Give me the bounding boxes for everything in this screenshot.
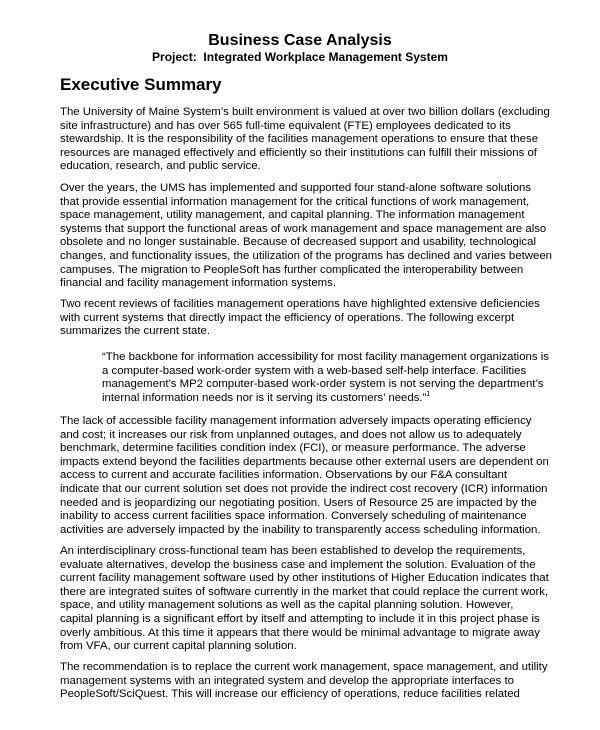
quote-line: a computer-based work-order system with a web-based self-help interface. Facilities (102, 364, 527, 377)
text-line: benchmark, determine facilities condition index (FCI), or measure performance. The adverse (60, 442, 526, 455)
paragraph-2 (60, 182, 550, 291)
text-line: that provide essential information management for the critical functions of work management, (60, 195, 530, 208)
text-line: overly ambitious. At this time it appears that there would be minimal advantage to migrate away (60, 626, 540, 639)
text-line: stewardship. It is the responsibility of the facilities management operations to ensure that these (60, 133, 539, 146)
text-line: from VFA, our current capital planning solution. (60, 640, 297, 653)
text-line: indicate that our current solution set does not provide the indirect cost recovery (ICR) information (60, 482, 548, 495)
text-line: resources are managed effectively and efficiently so their institutions can fulfill their missions of (60, 146, 537, 159)
quote-line-text: internal information needs nor is it serving its customers’ needs.” (102, 391, 427, 404)
project-line (0, 50, 600, 64)
text-line: and cost; it increases our risk from unplanned outages, and does not allow us to adequately (60, 428, 522, 441)
text-line: impacts extend beyond the facilities departments because other external users are dependent on (60, 455, 549, 468)
text-line: financial and facility management information systems. (60, 277, 337, 290)
text-line: Over the years, the UMS has implemented and supported four stand-alone software solutions (60, 182, 532, 194)
text-line: An interdisciplinary cross-functional team has been established to develop the requirements, (60, 545, 526, 557)
text-line: The University of Maine System’s built environment is valued at over two billion dollars (excluding (60, 106, 550, 118)
paragraph-4 (60, 415, 550, 537)
text-line: campuses. The migration to PeopleSoft has further complicated the interoperability between (60, 263, 524, 276)
text-line: needed and is jeopardizing our negotiating position. Users of Resource 25 are impacted by the (60, 496, 537, 509)
text-line: Two recent reviews of facilities management operations have highlighted extensive deficiencies (60, 298, 540, 310)
paragraph-6 (60, 661, 550, 702)
paragraph-5 (60, 545, 550, 654)
paragraph-1 (60, 106, 550, 174)
text-line: education, research, and public service. (60, 160, 261, 173)
document-title: Business Case Analysis (208, 32, 392, 49)
text-line: The recommendation is to replace the current work management, space management, and utility (60, 661, 548, 673)
footnote-marker: 1 (426, 390, 431, 398)
text-line: changes, and functionality issues, the utilization of the programs has declined and varies between (60, 249, 552, 262)
quote-line: “The backbone for information accessibility for most facility management organizations is (102, 351, 549, 363)
paragraph-3 (60, 298, 550, 339)
text-line: space management, utility management, and capital planning. The information management (60, 209, 525, 222)
section-heading: Executive Summary (60, 75, 222, 94)
quote-line: management’s MP2 computer-based work-order system is not serving the department’s (102, 378, 544, 391)
text-line: evaluate alternatives, develop the business case and implement the solution. Evaluation of the (60, 558, 536, 571)
text-line: PeopleSoft/SciQuest. This will increase our efficiency of operations, reduce facilities related (60, 688, 520, 701)
text-line: with current systems that directly impact the efficiency of operations. The following excerpt (60, 311, 515, 324)
text-line: inability to access current facilities space information. Conversely scheduling of maintenance (60, 510, 527, 523)
text-line: there are integrated suites of software currently in the market that could replace the current work, (60, 585, 549, 598)
text-line: activities are adversely impacted by the inability to transparently access scheduling information. (60, 523, 541, 536)
text-line: obsolete and no longer sustainable. Because of decreased support and usability, technological (60, 236, 536, 249)
block-quote (102, 351, 550, 405)
text-line: The lack of accessible facility management information adversely impacts operating efficiency (60, 415, 532, 427)
text-line: systems that support the functional areas of work management and space management are also (60, 222, 547, 235)
text-line: space, and utility management solutions as well as the capital planning solution. However, (60, 599, 514, 612)
text-line: management systems with an integrated system and develop the appropriate interfaces to (60, 674, 514, 687)
project-name: Integrated Workplace Management System (203, 50, 448, 64)
text-line: summarizes the current state. (60, 325, 211, 338)
quote-line (102, 392, 550, 406)
project-label: Project: (152, 50, 197, 64)
text-line: access to current and accurate facilities information. Observations by our F&A consultant (60, 469, 507, 482)
text-line: capital planning is a significant effort by itself and attempting to include it in this project phase is (60, 612, 540, 625)
text-line: current facility management software used by other institutions of Higher Education indicates that (60, 572, 549, 585)
text-line: site infrastructure) and has over 565 full-time equivalent (FTE) employees dedicated to its (60, 119, 511, 132)
